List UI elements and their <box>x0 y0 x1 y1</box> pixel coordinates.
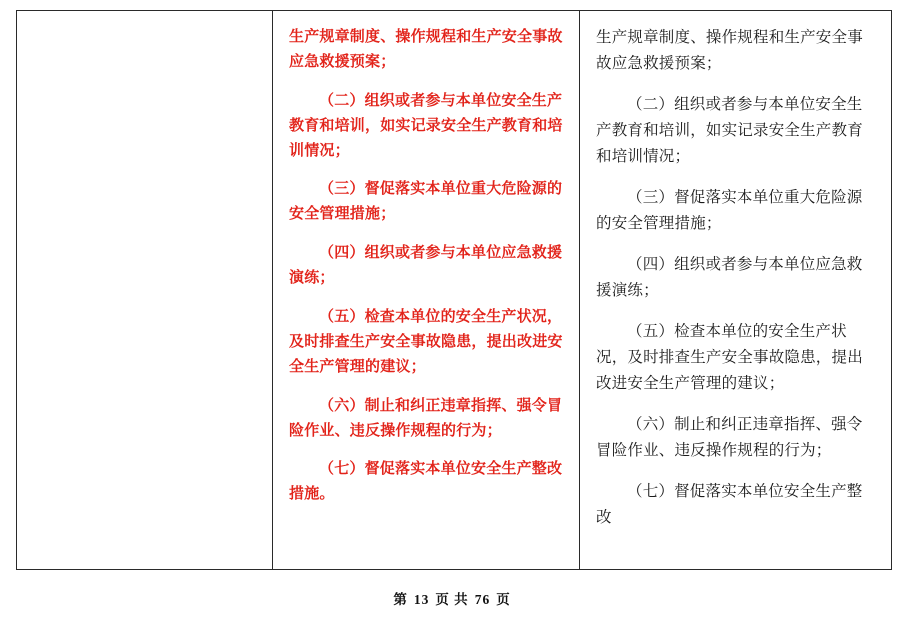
table-cell-left <box>17 11 273 570</box>
footer-prefix: 第 <box>393 592 408 607</box>
left-cell-content <box>17 11 272 569</box>
footer-middle: 页 共 <box>435 592 469 607</box>
footer-current-page: 13 <box>413 592 430 607</box>
paragraph: （三）督促落实本单位重大危险源的安全管理措施； <box>289 181 563 223</box>
comparison-table <box>16 10 892 570</box>
paragraph: （七）督促落实本单位安全生产整改 <box>596 483 863 527</box>
paragraph: 生产规章制度、操作规程和生产安全事故应急救援预案； <box>596 29 863 73</box>
footer-total-pages: 76 <box>474 592 491 607</box>
paragraph: （六）制止和纠正违章指挥、强令冒险作业、违反操作规程的行为； <box>289 397 563 439</box>
paragraph: （二）组织或者参与本单位安全生产教育和培训，如实记录安全生产教育和培训情况； <box>289 92 563 159</box>
table-row <box>17 11 892 570</box>
paragraph: （三）督促落实本单位重大危险源的安全管理措施； <box>596 189 863 233</box>
page-footer <box>0 588 904 608</box>
table-cell-middle <box>273 11 580 570</box>
paragraph: （六）制止和纠正违章指挥、强令冒险作业、违反操作规程的行为； <box>596 416 863 460</box>
paragraph: （五）检查本单位的安全生产状况，及时排查生产安全事故隐患，提出改进安全生产管理的建议； <box>289 309 563 375</box>
original-text-block <box>580 11 891 569</box>
paragraph: （七）督促落实本单位安全生产整改措施。 <box>289 461 563 503</box>
footer-suffix: 页 <box>496 592 511 607</box>
paragraph: （四）组织或者参与本单位应急救援演练； <box>596 256 863 300</box>
paragraph: （五）检查本单位的安全生产状况，及时排查生产安全事故隐患，提出改进安全生产管理的建议； <box>596 323 863 393</box>
paragraph: 生产规章制度、操作规程和生产安全事故应急救援预案； <box>289 29 563 70</box>
paragraph: （四）组织或者参与本单位应急救援演练； <box>289 245 563 287</box>
revised-text-block <box>273 11 579 569</box>
table-cell-right <box>580 11 892 570</box>
paragraph: （二）组织或者参与本单位安全生产教育和培训，如实记录安全生产教育和培训情况； <box>596 96 863 166</box>
